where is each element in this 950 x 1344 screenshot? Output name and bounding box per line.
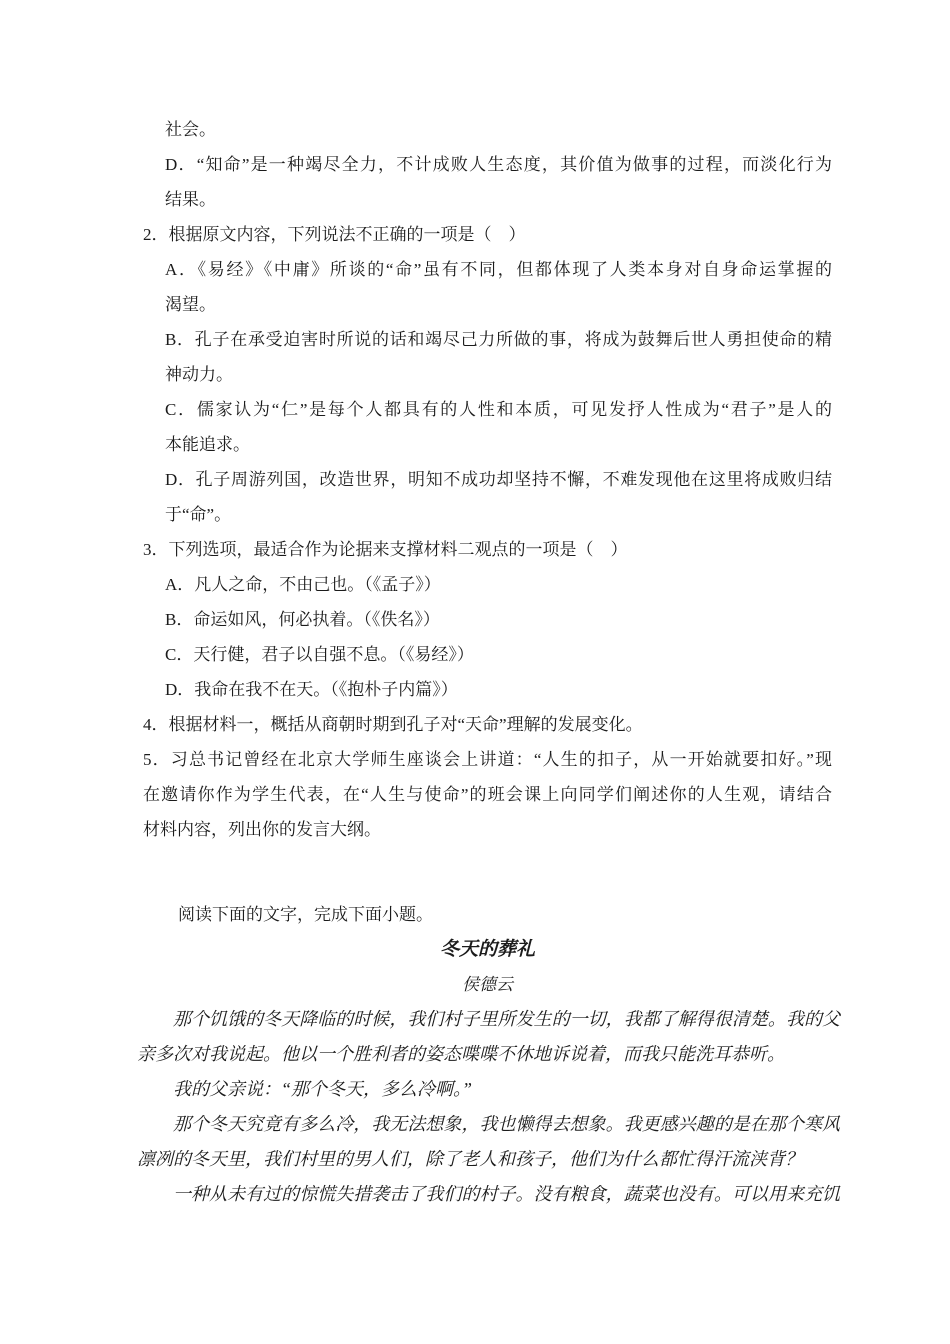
question-3-option-b: B．命运如风，何必执着。（《佚名》） [165,610,440,629]
passage-paragraph-2-line-1: 我的父亲说：“那个冬天，多么冷啊。” [173,1079,473,1099]
question-2-option-c: C．儒家认为“仁”是每个人都具有的人性和本质，可见发抒人性成为“君子”是人的 [165,400,832,419]
passage-paragraph-3-line-2: 凛冽的冬天里，我们村里的男人们，除了老人和孩子，他们为什么都忙得汗流浃背？ [137,1149,803,1169]
question-3-option-a: A．凡人之命，不由己也。（《孟子》） [165,575,441,594]
question-2-option-b-continuation: 神动力。 [165,365,233,384]
question-2-option-b: B．孔子在承受迫害时所说的话和竭尽己力所做的事，将成为鼓舞后世人勇担使命的精 [165,330,832,349]
question-3-option-d: D．我命在我不在天。（《抱朴子内篇》） [165,680,458,699]
question-2-option-a-continuation: 渴望。 [165,295,216,314]
option-continuation: 社会。 [165,120,216,139]
question-4-stem: 4．根据材料一，概括从商朝时期到孔子对“天命”理解的发展变化。 [143,715,643,734]
question-2-stem: 2．根据原文内容，下列说法不正确的一项是（ ） [143,225,526,244]
passage-paragraph-3-line-1: 那个冬天究竟有多么冷，我无法想象，我也懒得去想象。我更感兴趣的是在那个寒风 [173,1114,840,1134]
passage-author: 侯德云 [462,975,513,994]
question-3-stem: 3．下列选项，最适合作为论据来支撑材料二观点的一项是（ ） [143,540,628,559]
question-1-option-d-continuation: 结果。 [165,190,216,209]
question-2-option-c-continuation: 本能追求。 [165,435,250,454]
passage-title: 冬天的葬礼 [439,939,535,960]
reading-passage-section [137,897,840,1212]
question-5-stem-continuation-2: 材料内容，列出你的发言大纲。 [143,820,381,839]
question-3-option-c: C．天行健，君子以自强不息。（《易经》） [165,645,474,664]
question-1-option-d: D．“知命”是一种竭尽全力，不计成败人生态度，其价值为做事的过程，而淡化行为 [165,155,832,174]
question-2-option-a: A．《易经》《中庸》所谈的“命”虽有不同，但都体现了人类本身对自身命运掌握的 [165,260,832,279]
reading-instruction: 阅读下面的文字，完成下面小题。 [178,905,433,924]
question-5-stem: 5．习总书记曾经在北京大学师生座谈会上讲道：“人生的扣子，从一开始就要扣好。”现 [143,750,832,769]
question-2-option-d: D．孔子周游列国，改造世界，明知不成功却坚持不懈，不难发现他在这里将成败归结 [165,470,832,489]
question-2-option-d-continuation: 于“命”。 [165,505,232,524]
passage-paragraph-1-line-2: 亲多次对我说起。他以一个胜利者的姿态喋喋不休地诉说着，而我只能洗耳恭听。 [137,1044,785,1064]
questions-section [143,112,832,847]
passage-paragraph-4-line-1: 一种从未有过的惊慌失措袭击了我们的村子。没有粮食，蔬菜也没有。可以用来充饥 [173,1184,840,1204]
passage-paragraph-1-line-1: 那个饥饿的冬天降临的时候，我们村子里所发生的一切，我都了解得很清楚。我的父 [173,1009,840,1029]
question-5-stem-continuation-1: 在邀请你作为学生代表，在“人生与使命”的班会课上向同学们阐述你的人生观，请结合 [143,785,832,804]
